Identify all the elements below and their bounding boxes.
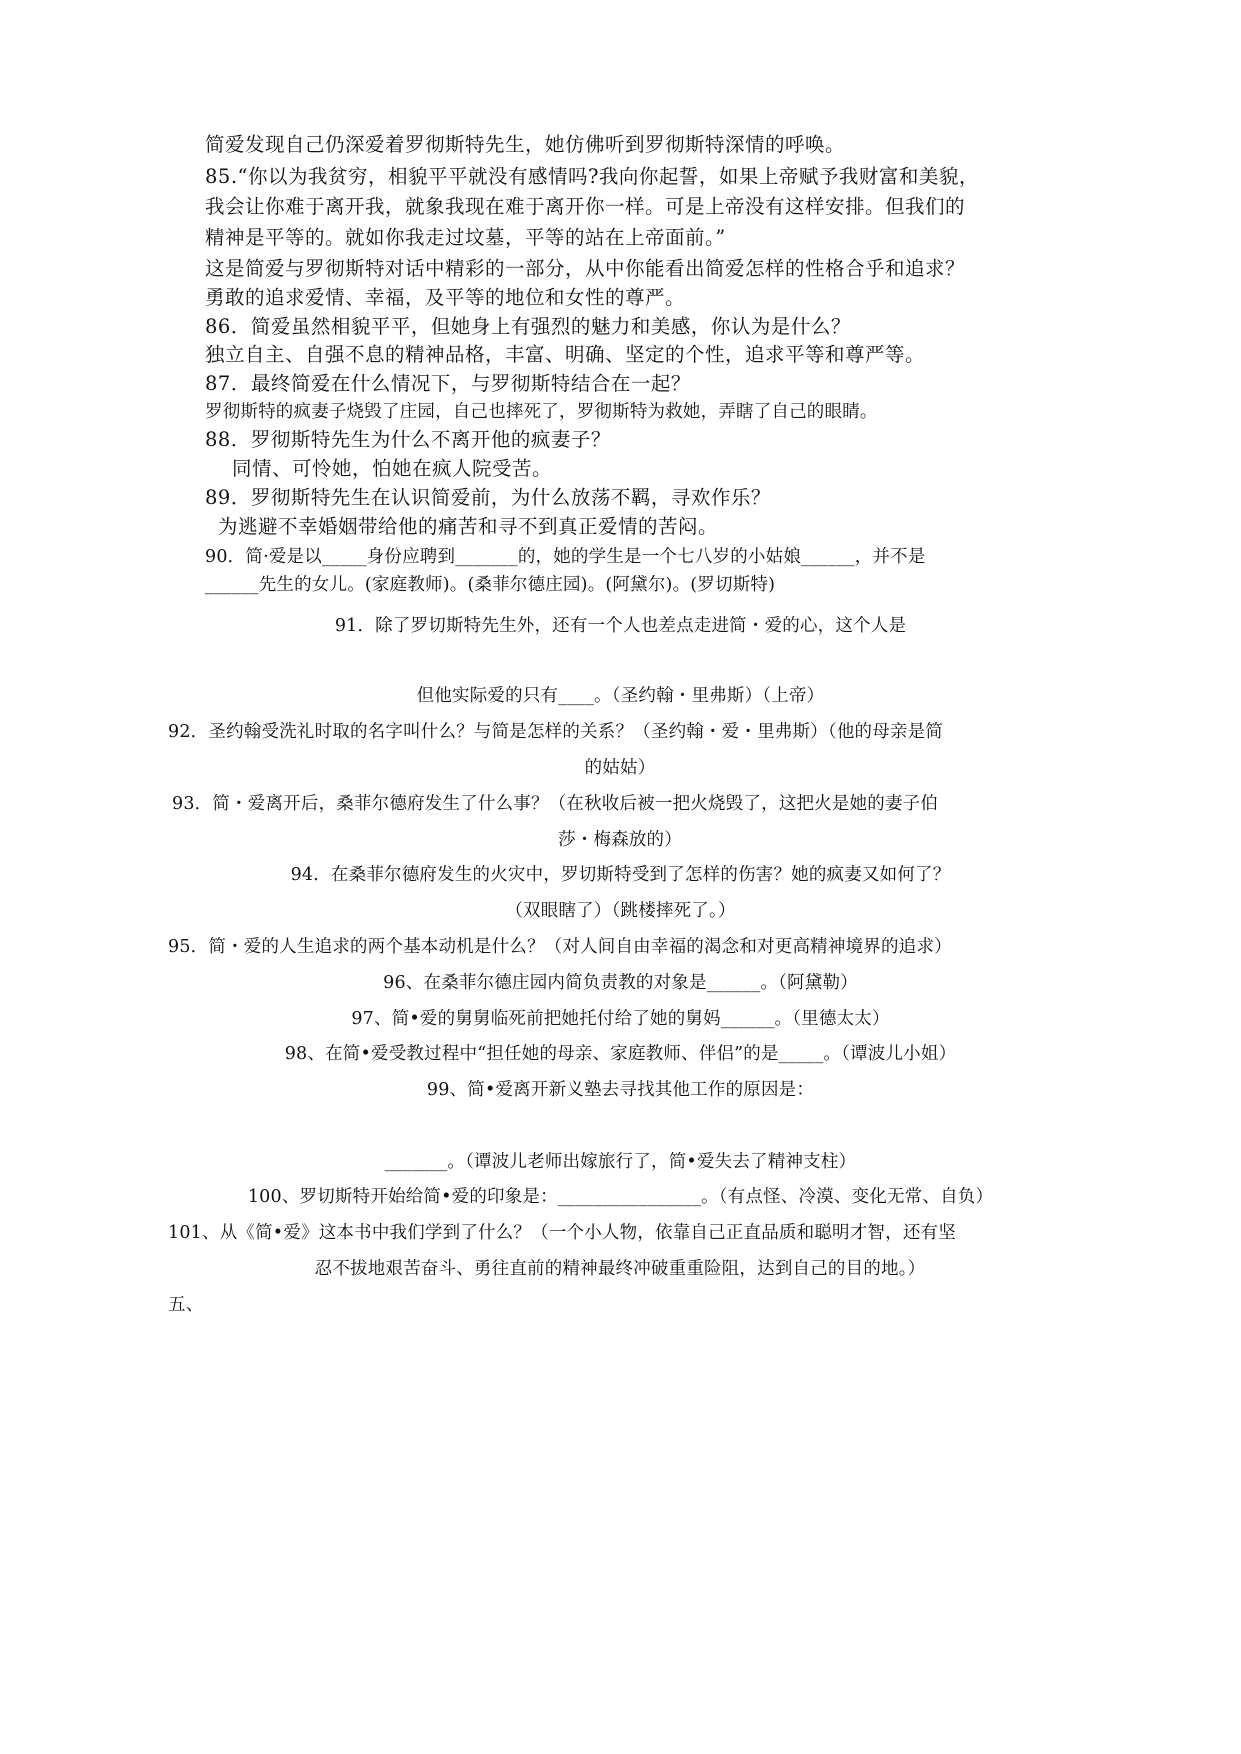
- text-line-16: ______先生的女儿。(家庭教师)。(桑菲尔德庄园)。(阿黛尔)。(罗切斯特): [205, 575, 776, 595]
- text-line-14: 为逃避不幸婚姻带给他的痛苦和寻不到真正爱情的苦闷。: [218, 515, 719, 538]
- text-line-27: 97、简•爱的舅舅临死前把她托付给了她的舅妈______。（里德太太）: [351, 1009, 890, 1029]
- text-line-17: 91．除了罗切斯特先生外，还有一个人也差点走进简・爱的心，这个人是: [334, 616, 907, 636]
- text-line-10: 罗彻斯特的疯妻子烧毁了庄园，自己也摔死了，罗彻斯特为救她，弄瞎了自己的眼睛。: [205, 402, 878, 422]
- text-line-9: 87．最终简爱在什么情况下，与罗彻斯特结合在一起？: [205, 372, 691, 395]
- text-line-21: 93．简・爱离开后，桑菲尔德府发生了什么事？（在秋收后被一把火烧毁了，这把火是她的妻子伯: [172, 794, 939, 814]
- text-line-32: 101、从《简•爱》这本书中我们学到了什么？（一个小人物，依靠自己正直品质和聪明才智，还有坚: [168, 1223, 956, 1243]
- text-line-7: 86．简爱虽然相貌平平，但她身上有强烈的魅力和美感，你认为是什么？: [205, 315, 851, 338]
- text-line-3: 我会让你难于离开我，就象我现在难于离开你一样。可是上帝没有这样安排。但我们的: [205, 195, 966, 218]
- text-line-11: 88．罗彻斯特先生为什么不离开他的疯妻子？: [205, 428, 611, 451]
- text-line-13: 89．罗彻斯特先生在认识简爱前，为什么放荡不羁，寻欢作乐？: [205, 486, 771, 509]
- text-line-31: 100、罗切斯特开始给简•爱的印象是：________________。（有点怪、冷漠、变化无常、自负）: [247, 1187, 994, 1207]
- text-line-19: 92．圣约翰受洗礼时取的名字叫什么？与简是怎样的关系？（圣约翰・爱・里弗斯）（他的母亲是简: [168, 722, 944, 742]
- text-line-30: _______。（谭波儿老师出嫁旅行了，简•爱失去了精神支柱）: [384, 1152, 857, 1172]
- text-line-2: 85.“你以为我贫穷，相貌平平就没有感情吗?我向你起誓，如果上帝赋予我财富和美貌，: [205, 165, 979, 188]
- text-line-33: 忍不拔地艰苦奋斗、勇往直前的精神最终冲破重重险阻，达到自己的目的地。）: [314, 1259, 926, 1279]
- text-line-8: 独立自主、自强不息的精神品格，丰富、明确、坚定的个性，追求平等和尊严等。: [205, 343, 926, 366]
- text-line-25: 95．简・爱的人生追求的两个基本动机是什么？（对人间自由幸福的渴念和对更高精神境界的追求）: [168, 937, 952, 957]
- text-line-22: 莎・梅森放的）: [558, 830, 682, 850]
- text-line-26: 96、在桑菲尔德庄园内简负责教的对象是______。（阿黛勒）: [383, 973, 858, 993]
- text-line-1: 简爱发现自己仍深爱着罗彻斯特先生，她仿佛听到罗彻斯特深情的呼唤。: [205, 133, 846, 156]
- text-line-20: 的姑姑）: [584, 758, 656, 778]
- text-line-29: 99、简•爱离开新义塾去寻找其他工作的原因是：: [426, 1080, 815, 1100]
- text-line-24: （双眼瞎了）（跳楼摔死了。）: [505, 901, 736, 921]
- text-line-28: 98、在简•爱受教过程中“担任她的母亲、家庭教师、伴侣”的是_____。（谭波儿小姐）: [284, 1044, 957, 1064]
- section-heading: 五、: [168, 1295, 204, 1315]
- text-line-6: 勇敢的追求爱情、幸福，及平等的地位和女性的尊严。: [205, 286, 686, 309]
- text-line-23: 94．在桑菲尔德府发生的火灾中，罗切斯特受到了怎样的伤害？她的疯妻又如何了？: [290, 865, 951, 885]
- text-line-5: 这是简爱与罗彻斯特对话中精彩的一部分，从中你能看出简爱怎样的性格合乎和追求？: [205, 257, 966, 280]
- text-line-15: 90．简·爱是以_____身份应聘到_______的，她的学生是一个七八岁的小姑娘______，并不是: [205, 547, 926, 567]
- text-line-4: 精神是平等的。就如你我走过坟墓，平等的站在上帝面前。”: [205, 226, 726, 249]
- text-line-18: 但他实际爱的只有____。（圣约翰・里弗斯）（上帝）: [416, 686, 825, 706]
- text-line-12: 同情、可怜她，怕她在疯人院受苦。: [232, 457, 553, 480]
